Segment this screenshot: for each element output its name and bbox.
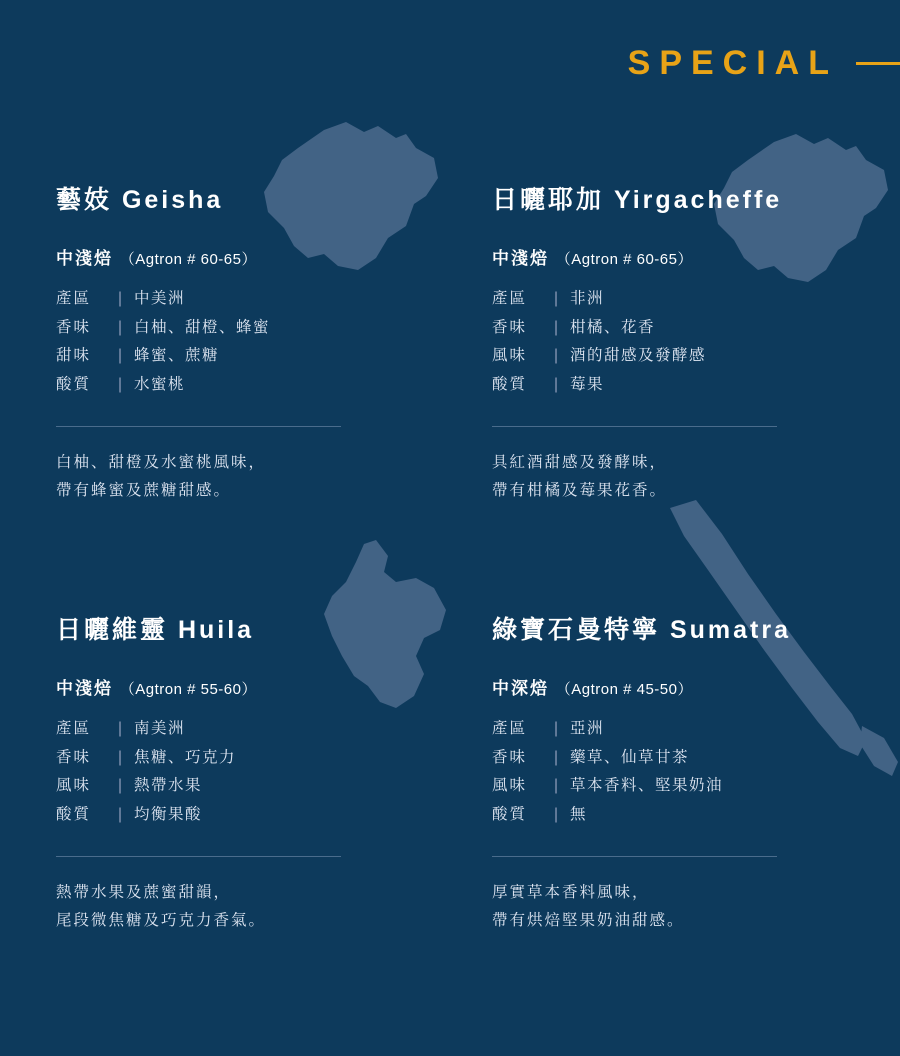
- spec-separator: |: [554, 318, 561, 336]
- agtron-value: （Agtron # 55-60）: [119, 681, 257, 698]
- coffee-name: 綠寶石曼特寧 Sumatra: [492, 616, 791, 644]
- coffee-name: 日曬維靈 Huila: [56, 616, 255, 644]
- tasting-note-line: 具紅酒甜感及發酵味，: [492, 453, 668, 471]
- spec-key: 風味: [492, 777, 528, 795]
- spec-separator: |: [554, 347, 561, 365]
- spec-list: [492, 715, 900, 830]
- spec-value: 白柚、甜橙、蜂蜜: [134, 318, 271, 336]
- spec-value: 柑橘、花香: [570, 318, 656, 336]
- tasting-note-line: 熱帶水果及蔗蜜甜韻，: [56, 883, 232, 901]
- coffee-card-grid: [0, 110, 900, 970]
- card-divider: [56, 856, 341, 857]
- spec-row: [492, 314, 900, 343]
- spec-value: 均衡果酸: [134, 806, 203, 824]
- tasting-note: [492, 449, 900, 506]
- spec-key: 香味: [56, 748, 92, 766]
- spec-row: [56, 314, 488, 343]
- spec-key: 酸質: [56, 376, 92, 394]
- spec-row: [492, 801, 900, 830]
- spec-key: 風味: [492, 347, 528, 365]
- tasting-note-line: 白柚、甜橙及水蜜桃風味，: [56, 453, 267, 471]
- coffee-card: [492, 540, 900, 970]
- spec-separator: |: [118, 777, 125, 795]
- coffee-card: [492, 110, 900, 540]
- roast-level: [492, 244, 900, 269]
- tasting-note-line: 厚實草本香料風味，: [492, 883, 650, 901]
- roast-label: 中淺焙: [492, 249, 549, 268]
- spec-key: 酸質: [492, 806, 528, 824]
- spec-value: 南美洲: [134, 720, 186, 737]
- spec-row: [56, 285, 488, 314]
- roast-label: 中深焙: [492, 679, 549, 698]
- spec-key: 產區: [56, 720, 92, 737]
- spec-list: [56, 715, 488, 830]
- spec-key: 產區: [492, 720, 528, 737]
- spec-key: 香味: [56, 318, 92, 336]
- card-divider: [56, 426, 341, 427]
- coffee-card: [56, 540, 488, 970]
- spec-separator: |: [118, 290, 125, 307]
- spec-separator: |: [554, 748, 561, 766]
- roast-label: 中淺焙: [56, 249, 113, 268]
- spec-key: 酸質: [56, 806, 92, 824]
- tasting-note-line: 帶有蜂蜜及蔗糖甜感。: [56, 482, 232, 500]
- card-divider: [492, 856, 777, 857]
- spec-value: 草本香料、堅果奶油: [570, 777, 724, 795]
- spec-key: 產區: [56, 290, 92, 307]
- coffee-name: 日曬耶加 Yirgacheffe: [492, 186, 783, 214]
- spec-key: 甜味: [56, 347, 92, 365]
- tasting-note-line: 尾段微焦糖及巧克力香氣。: [56, 912, 267, 930]
- spec-value: 蜂蜜、蔗糖: [134, 347, 220, 365]
- spec-key: 風味: [56, 777, 92, 795]
- spec-row: [492, 342, 900, 371]
- tasting-note-line: 帶有烘焙堅果奶油甜感。: [492, 912, 685, 930]
- roast-level: [56, 244, 488, 269]
- coffee-card: [56, 110, 488, 540]
- spec-value: 酒的甜感及發酵感: [570, 347, 707, 365]
- roast-level: [492, 674, 900, 699]
- spec-value: 亞洲: [570, 720, 605, 737]
- spec-value: 藥草、仙草甘茶: [570, 748, 690, 766]
- agtron-value: （Agtron # 60-65）: [555, 251, 693, 268]
- spec-row: [56, 342, 488, 371]
- agtron-value: （Agtron # 45-50）: [555, 681, 693, 698]
- spec-separator: |: [118, 806, 125, 824]
- roast-label: 中淺焙: [56, 679, 113, 698]
- roast-level: [56, 674, 488, 699]
- spec-row: [56, 772, 488, 801]
- spec-separator: |: [118, 748, 125, 766]
- spec-key: 產區: [492, 290, 528, 307]
- spec-row: [492, 285, 900, 314]
- tasting-note: [492, 879, 900, 936]
- spec-key: 香味: [492, 748, 528, 766]
- spec-separator: |: [554, 376, 561, 394]
- spec-key: 香味: [492, 318, 528, 336]
- spec-row: [492, 772, 900, 801]
- page-title: SPECIAL: [627, 44, 838, 82]
- page-header: [628, 44, 900, 83]
- coffee-name: 藝妓 Geisha: [56, 186, 224, 214]
- tasting-note: [56, 879, 488, 936]
- spec-separator: |: [118, 376, 125, 394]
- spec-value: 非洲: [570, 290, 605, 307]
- spec-value: 無: [570, 806, 588, 824]
- spec-list: [492, 285, 900, 400]
- spec-separator: |: [554, 720, 561, 737]
- tasting-note: [56, 449, 488, 506]
- spec-separator: |: [118, 720, 125, 737]
- spec-key: 酸質: [492, 376, 528, 394]
- card-divider: [492, 426, 777, 427]
- spec-value: 莓果: [570, 376, 605, 394]
- spec-row: [492, 744, 900, 773]
- spec-value: 中美洲: [134, 290, 186, 307]
- spec-separator: |: [554, 777, 561, 795]
- spec-separator: |: [554, 806, 561, 824]
- spec-separator: |: [118, 347, 125, 365]
- header-rule: [856, 62, 900, 65]
- spec-row: [56, 801, 488, 830]
- spec-separator: |: [118, 318, 125, 336]
- spec-list: [56, 285, 488, 400]
- spec-row: [492, 715, 900, 744]
- spec-row: [56, 371, 488, 400]
- spec-value: 焦糖、巧克力: [134, 748, 237, 766]
- spec-row: [56, 715, 488, 744]
- tasting-note-line: 帶有柑橘及莓果花香。: [492, 482, 668, 500]
- spec-separator: |: [554, 290, 561, 307]
- spec-value: 水蜜桃: [134, 376, 186, 394]
- spec-value: 熱帶水果: [134, 777, 203, 795]
- agtron-value: （Agtron # 60-65）: [119, 251, 257, 268]
- spec-row: [56, 744, 488, 773]
- spec-row: [492, 371, 900, 400]
